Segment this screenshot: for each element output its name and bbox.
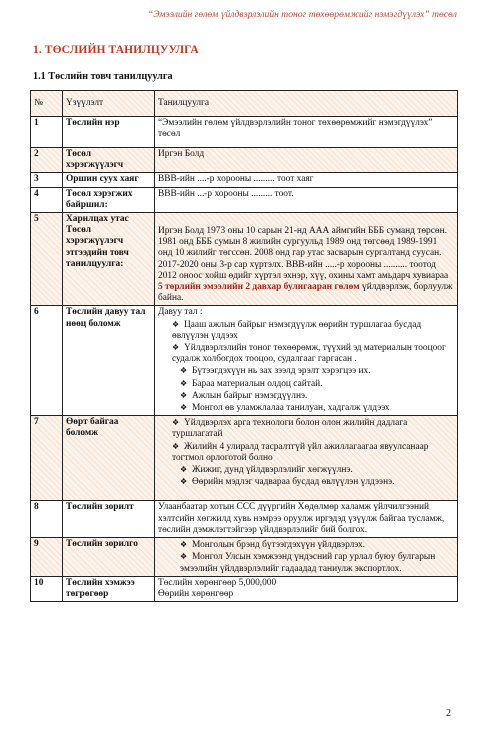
diamond-bullet-icon: ❖ bbox=[180, 477, 188, 487]
diamond-bullet-icon: ❖ bbox=[172, 319, 180, 329]
list-item: ❖ Бүтээгдэхүүн нь зах зээлд эрэлт хэрэгцээ их. bbox=[180, 366, 371, 377]
diamond-bullet-icon: ❖ bbox=[172, 343, 180, 353]
list-item: ❖ Ажлын байрыг нэмэгдүүлнэ. bbox=[180, 390, 308, 401]
row-number: 4 bbox=[31, 187, 63, 212]
row-label: Төсөл хэрэгжих байршил: bbox=[63, 187, 155, 212]
row-text bbox=[155, 306, 458, 416]
table-row bbox=[31, 538, 458, 577]
row-label: Харилцах утас Төсөл хэрэгжүүлэгч этгээдийн товч танилцуулга: bbox=[63, 213, 155, 306]
list-item: ❖ Монгол Улсын хэмжээнд үндэсний гар урлал буюу булгарын эмээлийн үйлдвэрлэлийг гадаадад таниулж экспортлох. bbox=[180, 552, 436, 574]
row-text: “Эмээлийн гөлөм үйлдвэрлэлийн тоног төхөөрөмжийг нэмэгдүүлэх” төсөл bbox=[155, 117, 458, 148]
table-row bbox=[31, 187, 458, 212]
budget-project-funds: Төслийн хөрөнгөөр 5,000,000 bbox=[158, 577, 277, 588]
row-number: 1 bbox=[31, 117, 63, 148]
row-label: Төслийн давуу тал нөөц боломж bbox=[63, 306, 155, 416]
row-text bbox=[155, 416, 458, 501]
row-number: 2 bbox=[31, 148, 63, 173]
table-header-row bbox=[31, 91, 458, 117]
row-label: Төсөл хэрэгжүүлэгч bbox=[63, 148, 155, 173]
list-item: ❖ Жижиг, дунд үйлдвэрлэлийг хөгжүүлнэ. bbox=[180, 465, 353, 476]
row-label: Төслийн хэмжээ төгрөгөөр bbox=[63, 576, 155, 601]
diamond-bullet-icon: ❖ bbox=[180, 366, 188, 376]
section-title: 1. ТӨСЛИЙН ТАНИЛЦУУЛГА bbox=[33, 44, 199, 56]
list-item: ❖ Үйлдвэрлэлийн тоног төхөөрөмж, түүхий эд материалын тооцоог судалж холбогдох тооцоо, судалгааг гаргасан . bbox=[172, 343, 446, 365]
diamond-bullet-icon: ❖ bbox=[172, 418, 180, 428]
list-item: ❖ Жилийн 4 улиралд тасралтгүй үйл ажиллагаагаа явуулсанаар тогтмол орлоготой болно bbox=[172, 441, 429, 463]
row-text: Иргэн Болд bbox=[155, 148, 458, 173]
list-item: ❖ Өөрийн мэдлэг чадвараа бусдад өвлүүлэн үлдээнэ. bbox=[180, 477, 395, 488]
list-item: ❖ Цааш ажлын байрыг нэмэгдүүлж өөрийн туршлагаа бусдад өвлүүлэн үлдээх bbox=[172, 319, 422, 341]
list-item: ❖ Бараа материалын олдоц сайтай. bbox=[180, 378, 323, 389]
diamond-bullet-icon: ❖ bbox=[180, 552, 188, 562]
row-number: 7 bbox=[31, 416, 63, 501]
diamond-bullet-icon: ❖ bbox=[180, 465, 188, 475]
list-item: ❖ Монгол өв уламжлалаа танилуан, хадгалж үлдээх bbox=[180, 403, 390, 414]
bio-text: Иргэн Болд 1973 оны 10 сарын 21-нд ААА аймгийн БББ суманд төрсөн. 1981 онд БББ сумын 8 жилийн сургуульд 1989 онд төгсөөд 1989-1991 онд 10 жилийг төгссөн. 2008 онд гар утас засварын сургалтанд суусан. 2017-2020 оны 3-р сар хүртэлх. ВВВ-ийн .....-р хорооны .......... тоотод 2012 оноос хойш өдийг хүртэл эхнэр, хүү, охины хамт амьдарч хувиараа bbox=[158, 226, 449, 281]
table-row bbox=[31, 501, 458, 538]
budget-own-funds: Өөрийн хөрөнгөөр bbox=[158, 588, 234, 599]
project-summary-table bbox=[30, 90, 458, 602]
table-row bbox=[31, 576, 458, 601]
row-number: 10 bbox=[31, 576, 63, 601]
table-row bbox=[31, 173, 458, 187]
diamond-bullet-icon: ❖ bbox=[180, 403, 188, 413]
row-text bbox=[155, 213, 458, 306]
row-label: Төслийн зорилт bbox=[63, 501, 155, 538]
bio-highlight: 5 төрлийн эмээлийн 2 давхар булигааран гөлөм bbox=[158, 282, 360, 293]
row-label: Оршин суух хаяг bbox=[63, 173, 155, 187]
section-subtitle: 1.1 Төслийн товч танилцуулга bbox=[33, 71, 173, 82]
table-row bbox=[31, 306, 458, 416]
header-indicator: Үзүүлэлт bbox=[63, 91, 155, 117]
list-item: ❖ Монголын брэнд бүтээгдэхүүн үйлдвэрлэх. bbox=[180, 540, 365, 551]
diamond-bullet-icon: ❖ bbox=[180, 378, 188, 388]
row-number: 5 bbox=[31, 213, 63, 306]
row-text: Улаанбаатар хотын ССС дүүргийн Хөдөлмөр халамж үйлчилгээний хэлтсийн хөгжилд хувь нэмрээ оруулж иргэдэд үзүүлж байгаа тусламж, төслийн дэмжлэгтэйгээр үйлдвэрлэлийг бий болгох. bbox=[155, 501, 458, 538]
row-number: 6 bbox=[31, 306, 63, 416]
row-number: 8 bbox=[31, 501, 63, 538]
header-introduction: Танилцуулга bbox=[155, 91, 458, 117]
table-row bbox=[31, 148, 458, 173]
row-text bbox=[155, 538, 458, 577]
row-number: 3 bbox=[31, 173, 63, 187]
diamond-bullet-icon: ❖ bbox=[172, 441, 180, 451]
running-header: “Эмээлийн гөлөм үйлдвэрлэлийн тоног төхөөрөмжийг нэмэгдүүлэх” төсөл bbox=[147, 9, 457, 20]
row-text: ВВВ-ийн ...-р хорооны ......... тоот. bbox=[155, 187, 458, 212]
row-number: 9 bbox=[31, 538, 63, 577]
advantages-intro: Давуу тал : bbox=[158, 307, 203, 318]
row-text bbox=[155, 576, 458, 601]
table-row bbox=[31, 213, 458, 306]
table-row bbox=[31, 416, 458, 501]
page-number: 2 bbox=[446, 708, 451, 719]
diamond-bullet-icon: ❖ bbox=[180, 540, 188, 550]
bio-text-end: үйлдвэрлэж, борлуулж байна. bbox=[158, 282, 453, 304]
row-label: Төслийн нэр bbox=[63, 117, 155, 148]
table-row bbox=[31, 117, 458, 148]
header-number: № bbox=[31, 91, 63, 117]
row-label: Төслийн зорилго bbox=[63, 538, 155, 577]
diamond-bullet-icon: ❖ bbox=[180, 390, 188, 400]
row-text: ВВВ-ийн ....-р хорооны ......... тоот хаяг bbox=[155, 173, 458, 187]
row-label: Өөрт байгаа боломж bbox=[63, 416, 155, 501]
list-item: ❖ Үйлдвэрлэх арга технологи болон олон жилийн дадлага туршлагатай bbox=[172, 418, 408, 440]
